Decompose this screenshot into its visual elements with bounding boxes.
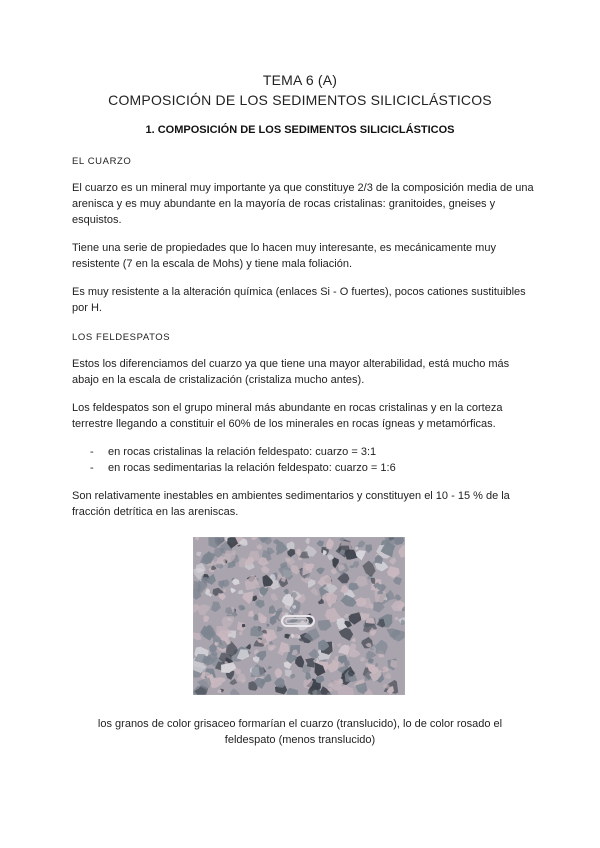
list-item: [90, 444, 376, 460]
bullet-marker: -: [90, 462, 94, 474]
granite-texture: [193, 537, 405, 695]
paragraph-feldespatos-3: Son relativamente inestables en ambientes sedimentarios y constituyen el 10 - 15 % de la fracción detrítica en las areniscas.: [72, 490, 510, 518]
subsection-heading-cuarzo: EL CUARZO: [72, 156, 132, 167]
figure-caption: los granos de color grisaceo formarían el cuarzo (translucido), lo de color rosado el feldespato (menos translucido): [97, 718, 503, 746]
paragraph-feldespatos-1: Estos los diferenciamos del cuarzo ya que tiene una mayor alterabilidad, está mucho más abajo en la escala de cristalización (cristaliza mucho antes).: [72, 358, 510, 386]
list-item-text: en rocas cristalinas la relación feldespato: cuarzo = 3:1: [108, 446, 377, 458]
mineral-grain: [218, 690, 222, 693]
granite-photo: [193, 537, 405, 695]
section-heading: 1. COMPOSICIÓN DE LOS SEDIMENTOS SILICICLÁSTICOS: [145, 124, 455, 136]
bullet-marker: -: [90, 446, 94, 458]
document-subtitle: COMPOSICIÓN DE LOS SEDIMENTOS SILICICLÁSTICOS: [108, 92, 492, 108]
paragraph-cuarzo-1: El cuarzo es un mineral muy importante ya que constituye 2/3 de la composición media de una arenisca y es muy abundante en la mayoría de rocas cristalinas: granitoides, gneises y esquistos.: [72, 182, 534, 226]
paragraph-cuarzo-2: Tiene una serie de propiedades que lo hacen muy interesante, es mecánicamente muy resistente (7 en la escala de Mohs) y tiene mala foliación.: [72, 242, 496, 270]
subsection-heading-feldespatos: LOS FELDESPATOS: [72, 332, 171, 343]
paragraph-feldespatos-2: Los feldespatos son el grupo mineral más abundante en rocas cristalinas y en la corteza terrestre llegando a constituir el 60% de los minerales en rocas ígneas y metamórficas.: [72, 402, 503, 430]
document-title: TEMA 6 (A): [262, 72, 338, 88]
list-item-text: en rocas sedimentarias la relación feldespato: cuarzo = 1:6: [108, 462, 396, 474]
paragraph-cuarzo-3: Es muy resistente a la alteración química (enlaces Si - O fuertes), pocos cationes sustituibles por H.: [72, 286, 526, 314]
list-item: [90, 460, 396, 476]
